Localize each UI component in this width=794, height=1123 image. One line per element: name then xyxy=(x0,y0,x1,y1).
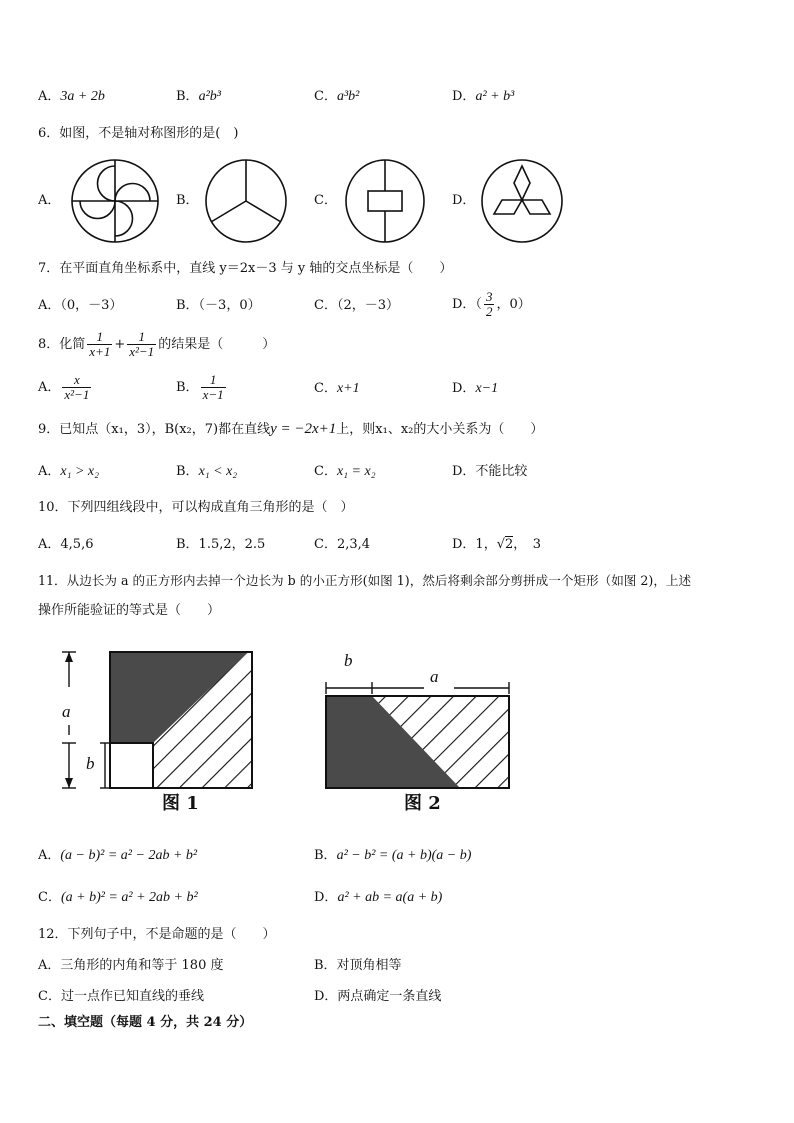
q7-option-b: B．（－3，0） xyxy=(176,298,261,313)
q11-option-c: C．(a + b)² = a² + 2ab + b² xyxy=(38,890,198,905)
q9-stem: 9．已知点（x₁，3），B(x₂，7)都在直线y = −2x+1上，则x₁、x₂的大小关系为（ ） xyxy=(38,421,544,437)
q6-figure-c-circle-square xyxy=(344,158,426,244)
q11-fig1-label-b: b xyxy=(86,754,95,773)
q6-figure-d-three-diamonds xyxy=(480,158,564,244)
q11-fig2-label-b: b xyxy=(344,651,353,670)
q5-option-d: D．a² + b³ xyxy=(452,89,515,104)
q10-option-d: D．1，√2， 3 xyxy=(452,537,542,552)
q11-stem-line2: 操作所能验证的等式是（ ） xyxy=(38,603,221,618)
q7-option-c: C．（2，－3） xyxy=(314,298,399,313)
q11-option-d: D．a² + ab = a(a + b) xyxy=(314,890,443,905)
q11-figure-1 xyxy=(50,645,270,825)
q6-option-c: C． xyxy=(314,193,337,208)
q9-option-b: B．x₁ < x₂ xyxy=(176,464,238,479)
q12-stem: 12．下列句子中，不是命题的是（ ） xyxy=(38,927,276,942)
q8-option-a: A． $\frac{x}{\text{x²−1}}$ xyxy=(38,372,90,402)
q10-option-c: C．2,3,4 xyxy=(314,537,371,552)
q5-option-b: B．a²b³ xyxy=(176,89,221,104)
q12-option-d: D．两点确定一条直线 xyxy=(314,989,442,1004)
q8-option-c: C．x+1 xyxy=(314,381,360,396)
q12-option-b: B．对顶角相等 xyxy=(314,958,402,973)
q10-option-a: A．4,5,6 xyxy=(38,537,94,552)
q9-option-d: D．不能比较 xyxy=(452,464,528,479)
q12-option-c: C．过一点作已知直线的垂线 xyxy=(38,989,204,1004)
q6-option-a: A． xyxy=(38,193,61,208)
q11-figure-2 xyxy=(318,650,518,800)
q7-option-d: D．（ $\frac{3}{2}$ ，0） xyxy=(452,289,531,319)
q5-option-a: A．3a + 2b xyxy=(38,89,105,104)
q6-option-d: D． xyxy=(452,193,476,208)
q9-option-a: A．x₁ > x₂ xyxy=(38,464,99,479)
q12-option-a: A．三角形的内角和等于 180 度 xyxy=(38,958,224,973)
q8-option-b: B． $\frac{1}{x-1}$ xyxy=(176,372,224,402)
q11-fig2-label-a: a xyxy=(430,667,439,686)
q10-option-b: B．1.5,2，2.5 xyxy=(176,537,266,552)
q8-stem: 8．化简 $\frac{1}{x+1}$ + $\frac{1}{\text{x²−1}}$ 的结果是（ ） xyxy=(38,329,276,359)
q5-option-c: C．a³b² xyxy=(314,89,360,104)
q11-option-a: A．(a − b)² = a² − 2ab + b² xyxy=(38,848,198,863)
q6-option-b: B． xyxy=(176,193,199,208)
q9-option-c: C．x₁ = x₂ xyxy=(314,464,376,479)
q7-stem: 7．在平面直角坐标系中，直线 y＝2x－3 与 y 轴的交点坐标是（ ） xyxy=(38,261,453,276)
q10-stem: 10．下列四组线段中，可以构成直角三角形的是（ ） xyxy=(38,500,354,515)
q11-fig1-caption: 图 1 xyxy=(162,793,199,814)
q6-figure-a-pinwheel xyxy=(70,158,160,244)
section-2-heading: 二、填空题（每题 4 分，共 24 分） xyxy=(38,1015,253,1030)
q11-stem-line1: 11．从边长为 a 的正方形内去掉一个边长为 b 的小正方形(如图 1)，然后将剩余部分剪拼成一个矩形（如图 2)，上述 xyxy=(38,573,692,588)
q11-fig2-caption: 图 2 xyxy=(404,793,441,814)
q6-stem: 6．如图，不是轴对称图形的是( ) xyxy=(38,126,239,141)
q6-figure-b-three-sectors xyxy=(204,158,288,244)
q7-option-a: A．（0，－3） xyxy=(38,298,123,313)
q8-option-d: D．x−1 xyxy=(452,381,499,396)
q11-fig1-label-a: a xyxy=(62,702,71,721)
q11-option-b: B．a² − b² = (a + b)(a − b) xyxy=(314,848,472,863)
